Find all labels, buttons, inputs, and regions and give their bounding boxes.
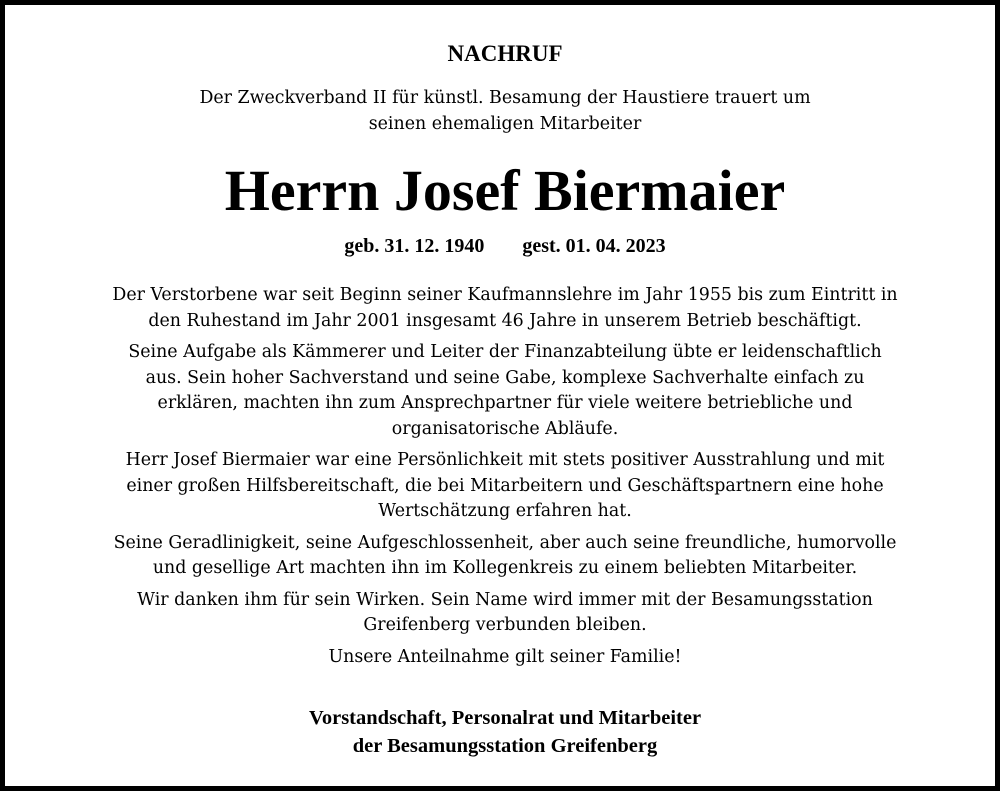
paragraph-line: aus. Sein hoher Sachverstand und seine Gabe, komplexe Sachverhalte einfach zu [145, 367, 865, 388]
paragraph-line: Herr Josef Biermaier war eine Persönlichkeit mit stets positiver Ausstrahlung und mit [125, 450, 885, 470]
death-date: gest. 01. 04. 2023 [522, 235, 666, 257]
notice-heading: NACHRUF [447, 41, 563, 66]
signature-line: Vorstandschaft, Personalrat und Mitarbeiter [308, 707, 702, 729]
paragraph-line: Seine Aufgabe als Kämmerer und Leiter der Finanzabteilung übte er leidenschaftlich [128, 342, 882, 362]
intro-line: seinen ehemaligen Mitarbeiter [368, 114, 642, 134]
paragraph-personality [35, 448, 975, 525]
paragraph-line: Wertschätzung erfahren hat. [378, 501, 632, 521]
paragraph-condolence [35, 645, 975, 671]
paragraph-line: einer großen Hilfsbereitschaft, die bei Mitarbeitern und Geschäftspartnern eine hohe [126, 475, 884, 496]
intro-text [5, 85, 1000, 137]
paragraph-line: Der Verstorbene war seit Beginn seiner Kaufmannslehre im Jahr 1955 bis zum Eintritt in [112, 285, 898, 305]
paragraph-line: und gesellige Art machten ihn im Kollegenkreis zu einem beliebten Mitarbeiter. [152, 558, 858, 578]
deceased-name: Herrn Josef Biermaier [224, 158, 786, 223]
birth-date: geb. 31. 12. 1940 [344, 235, 485, 257]
paragraph-line: Unsere Anteilnahme gilt seiner Familie! [328, 646, 682, 667]
paragraph-line: den Ruhestand im Jahr 2001 insgesamt 46 Jahre in unserem Betrieb beschäftigt. [148, 310, 862, 331]
paragraph-role [35, 340, 975, 442]
paragraph-line: organisatorische Abläufe. [391, 418, 619, 439]
paragraph-line: erklären, machten ihn zum Ansprechpartner für viele weitere betriebliche und [157, 393, 853, 413]
paragraph-thanks [35, 588, 975, 639]
signature-line: der Besamungsstation Greifenberg [352, 735, 658, 757]
signature-block [5, 704, 1000, 760]
paragraph-line: Wir danken ihm für sein Wirken. Sein Name wird immer mit der Besamungsstation [137, 589, 873, 610]
life-dates [5, 235, 1000, 258]
obituary-body [35, 283, 975, 676]
paragraph-career [35, 283, 975, 334]
paragraph-character [35, 531, 975, 582]
paragraph-line: Seine Geradlinigkeit, seine Aufgeschlossenheit, aber auch seine freundliche, humorvolle [113, 532, 897, 553]
paragraph-line: Greifenberg verbunden bleiben. [363, 615, 647, 635]
intro-line: Der Zweckverband II für künstl. Besamung der Haustiere trauert um [199, 88, 811, 108]
